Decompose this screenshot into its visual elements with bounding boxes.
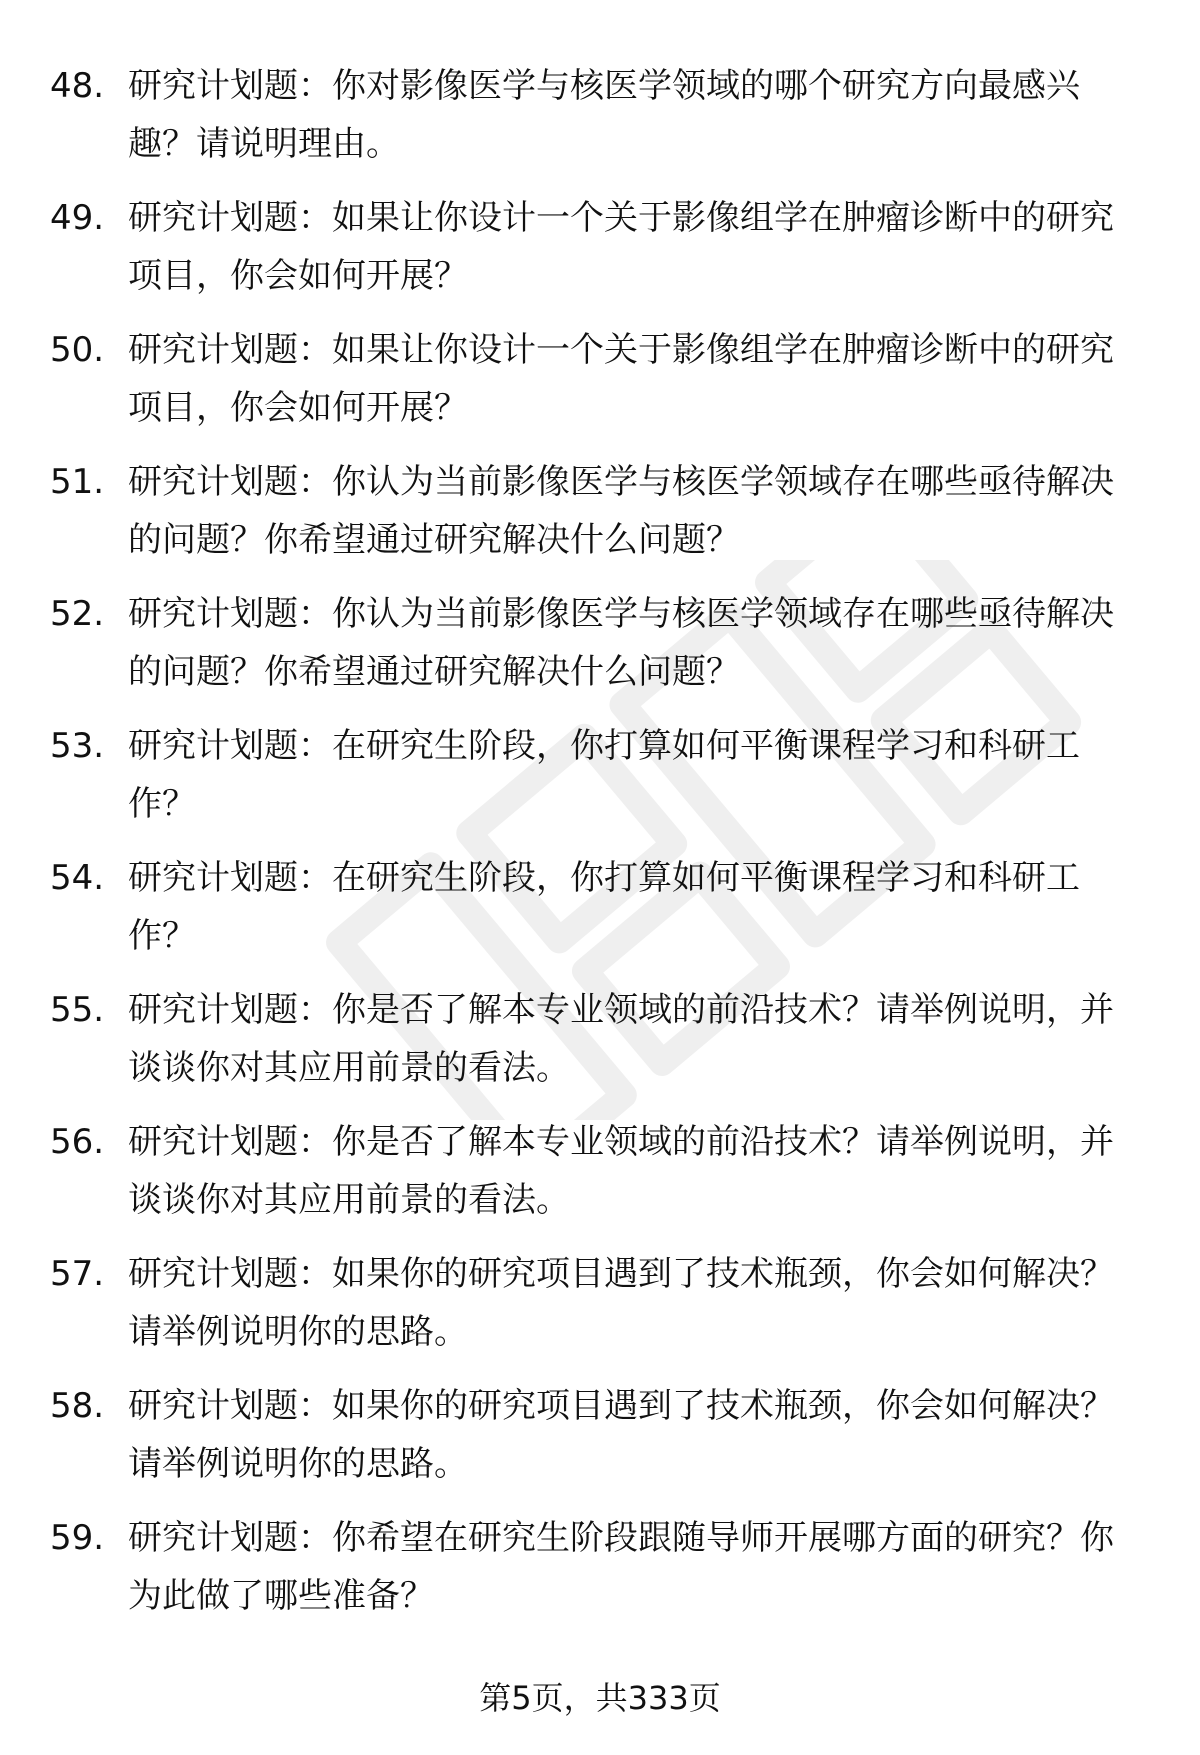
question-number: 55. xyxy=(50,990,105,1030)
question-text: 研究计划题：你认为当前影像医学与核医学领域存在哪些亟待解决的问题？你希望通过研究解决什么问题？ xyxy=(128,462,1114,560)
question-text: 研究计划题：你希望在研究生阶段跟随导师开展哪方面的研究？你为此做了哪些准备？ xyxy=(128,1518,1114,1616)
question-text: 研究计划题：你是否了解本专业领域的前沿技术？请举例说明，并谈谈你对其应用前景的看法。 xyxy=(128,1122,1114,1220)
question-item xyxy=(50,57,1150,189)
question-text: 研究计划题：如果让你设计一个关于影像组学在肿瘤诊断中的研究项目，你会如何开展？ xyxy=(128,330,1114,428)
question-list xyxy=(50,57,1150,1641)
question-number: 53. xyxy=(50,726,105,766)
question-text: 研究计划题：你是否了解本专业领域的前沿技术？请举例说明，并谈谈你对其应用前景的看法。 xyxy=(128,990,1114,1088)
question-text: 研究计划题：如果让你设计一个关于影像组学在肿瘤诊断中的研究项目，你会如何开展？ xyxy=(128,198,1114,296)
question-item xyxy=(50,453,1150,585)
question-text: 研究计划题：如果你的研究项目遇到了技术瓶颈，你会如何解决？请举例说明你的思路。 xyxy=(128,1386,1114,1484)
question-number: 59. xyxy=(50,1518,105,1558)
question-item xyxy=(50,321,1150,453)
question-item xyxy=(50,1245,1150,1377)
question-number: 51. xyxy=(50,462,105,502)
question-item xyxy=(50,849,1150,981)
question-text: 研究计划题：如果你的研究项目遇到了技术瓶颈，你会如何解决？请举例说明你的思路。 xyxy=(128,1254,1114,1352)
question-text: 研究计划题：你对影像医学与核医学领域的哪个研究方向最感兴趣？请说明理由。 xyxy=(128,66,1080,164)
page-footer: 第5页，共333页 xyxy=(479,1679,721,1717)
question-item xyxy=(50,1113,1150,1245)
question-text: 研究计划题：在研究生阶段，你打算如何平衡课程学习和科研工作？ xyxy=(128,858,1080,956)
question-number: 54. xyxy=(50,858,105,898)
question-number: 57. xyxy=(50,1254,105,1294)
question-number: 49. xyxy=(50,198,105,238)
question-number: 48. xyxy=(50,66,105,106)
question-item xyxy=(50,717,1150,849)
question-number: 58. xyxy=(50,1386,105,1426)
question-item xyxy=(50,585,1150,717)
question-number: 50. xyxy=(50,330,105,370)
question-item xyxy=(50,1377,1150,1509)
question-text: 研究计划题：你认为当前影像医学与核医学领域存在哪些亟待解决的问题？你希望通过研究解决什么问题？ xyxy=(128,594,1114,692)
question-text: 研究计划题：在研究生阶段，你打算如何平衡课程学习和科研工作？ xyxy=(128,726,1080,824)
question-item xyxy=(50,189,1150,321)
question-number: 52. xyxy=(50,594,105,634)
question-item xyxy=(50,981,1150,1113)
question-item xyxy=(50,1509,1150,1641)
question-number: 56. xyxy=(50,1122,105,1162)
